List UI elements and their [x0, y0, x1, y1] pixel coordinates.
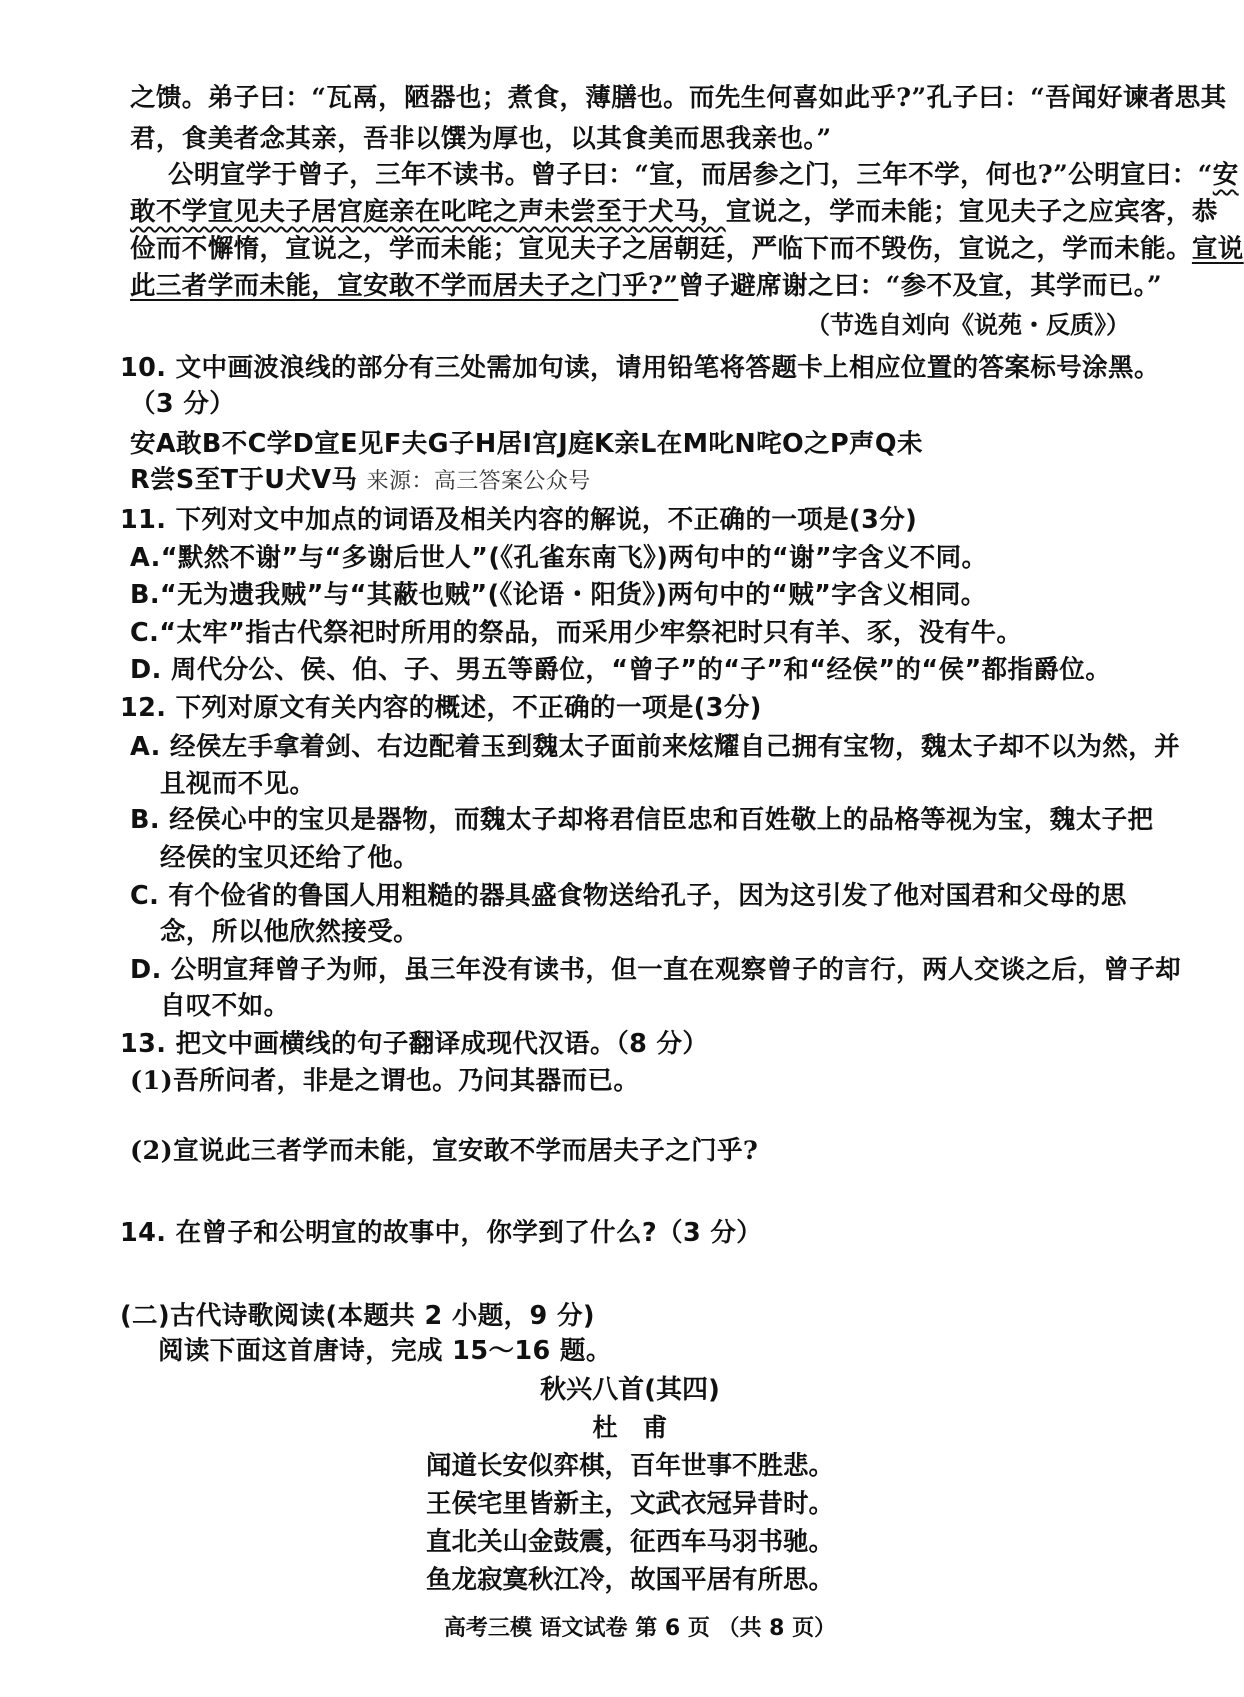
q12-stem: 12. 下列对原文有关内容的概述，不正确的一项是(3分) [120, 693, 762, 723]
poem-line: 直北关山金鼓震，征西车马羽书驰。 [425, 1527, 834, 1557]
passage-p2-line-3-text: 俭而不懈惰，宣说之，学而未能；宣见夫子之居朝廷，严临下而不毁伤，宣说之，学而未能。 [130, 234, 1192, 264]
passage-p2-line-2 [130, 192, 1218, 232]
q13-sentence-1: (1)吾所问者，非是之谓也。乃问其器而已。 [130, 1066, 640, 1096]
q12-option-a-line-1: A. 经侯左手拿着剑、右边配着玉到魏太子面前来炫耀自己拥有宝物，魏太子却不以为然，并 [130, 732, 1181, 762]
poem-line: 王侯宅里皆新主，文武衣冠异昔时。 [425, 1489, 834, 1519]
passage-line-1: 之馈。弟子曰：“瓦鬲，陋器也；煮食，薄膳也。而先生何喜如此乎?”孔子曰：“吾闻好谏者思其 [130, 83, 1227, 113]
q14-stem: 14. 在曾子和公明宣的故事中，你学到了什么?（3 分） [120, 1218, 763, 1248]
poem-line: 鱼龙寂寞秋江冷，故国平居有所思。 [425, 1565, 834, 1595]
q12-option-d-line-2: 自叹不如。 [160, 991, 290, 1021]
q11-option-b: B.“无为遗我贼”与“其蔽也贼”(《论语・阳货》)两句中的“贼”字含义相同。 [130, 580, 987, 610]
passage-p2-line-3 [130, 229, 1244, 269]
q11-option-d: D. 周代分公、侯、伯、子、男五等爵位，“曾子”的“子”和“经侯”的“侯”都指爵位。 [130, 655, 1112, 685]
q12-option-d-line-1: D. 公明宣拜曾子为师，虽三年没有读书，但一直在观察曾子的言行，两人交谈之后，曾子却 [130, 955, 1182, 985]
passage-line-2: 君，食美者念其亲，吾非以馔为厚也，以其食美而思我亲也。” [130, 124, 832, 154]
q12-option-a-line-2: 且视而不见。 [160, 769, 316, 799]
page-footer: 高考三模 语文试卷 第 6 页 （共 8 页） [443, 1616, 837, 1641]
underlined-sentence-start: 宣说 [1191, 234, 1244, 264]
wavy-text-start: 安 [1212, 160, 1239, 190]
q10-score: （3 分） [130, 389, 236, 419]
q11-option-a: A.“默然不谢”与“多谢后世人”(《孔雀东南飞》)两句中的“谢”字含义不同。 [130, 543, 988, 573]
q10-options-line-1: 安A敢B不C学D宣E见F夫G子H居I宫J庭K亲L在M叱N咤O之P声Q未 [130, 429, 923, 459]
q13-stem: 13. 把文中画横线的句子翻译成现代汉语。（8 分） [120, 1029, 709, 1059]
passage-p2-line-2-rest: 宣说之，学而未能；宣见夫子之应宾客，恭 [725, 197, 1218, 227]
section-heading: (二)古代诗歌阅读(本题共 2 小题，9 分) [120, 1301, 595, 1331]
q12-option-c-line-1: C. 有个俭省的鲁国人用粗糙的器具盛食物送给孔子，因为这引发了他对国君和父母的思 [130, 881, 1127, 911]
q12-option-b-line-2: 经侯的宝贝还给了他。 [160, 843, 420, 873]
q11-stem: 11. 下列对文中加点的词语及相关内容的解说，不正确的一项是(3分) [120, 505, 918, 535]
poem-title: 秋兴八首(其四) [540, 1375, 720, 1405]
poem-author: 杜 甫 [592, 1413, 668, 1442]
passage-p2-line-4 [130, 266, 1163, 306]
underlined-sentence: 此三者学而未能，宣安敢不学而居夫子之门乎?” [130, 271, 679, 301]
passage-source: （节选自刘向《说苑・反质》） [806, 310, 1130, 339]
section-instruction: 阅读下面这首唐诗，完成 15～16 题。 [158, 1336, 612, 1366]
poem-line: 闻道长安似弈棋，百年世事不胜悲。 [425, 1451, 834, 1481]
q11-option-c: C.“太牢”指古代祭祀时所用的祭品，而采用少牢祭祀时只有羊、豕，没有牛。 [130, 618, 1023, 648]
passage-p2-line-1 [168, 155, 1239, 195]
q13-sentence-2: (2)宣说此三者学而未能，宣安敢不学而居夫子之门乎? [130, 1136, 759, 1166]
q10-stem: 10. 文中画波浪线的部分有三处需加句读，请用铅笔将答题卡上相应位置的答案标号涂黑。 [120, 353, 1160, 383]
passage-p2-line-4-rest: 曾子避席谢之曰：“参不及宣，其学而已。” [678, 271, 1163, 301]
source-note: 来源：高三答案公众号 [366, 469, 591, 494]
passage-p2-line-1-text: 公明宣学于曾子，三年不读书。曾子曰：“宣，而居参之门，三年不学，何也?”公明宣曰：“ [168, 160, 1213, 190]
q12-option-b-line-1: B. 经侯心中的宝贝是器物，而魏太子却将君信臣忠和百姓敬上的品格等视为宝，魏太子把 [130, 805, 1154, 835]
q10-options-line-2 [130, 460, 1130, 500]
q12-option-c-line-2: 念，所以他欣然接受。 [160, 917, 420, 947]
q10-options-text: R尝S至T于U犬V马 [130, 465, 358, 495]
wavy-underlined-text: 敢不学宣见夫子居宫庭亲在叱咤之声未尝至于犬马， [130, 197, 726, 227]
